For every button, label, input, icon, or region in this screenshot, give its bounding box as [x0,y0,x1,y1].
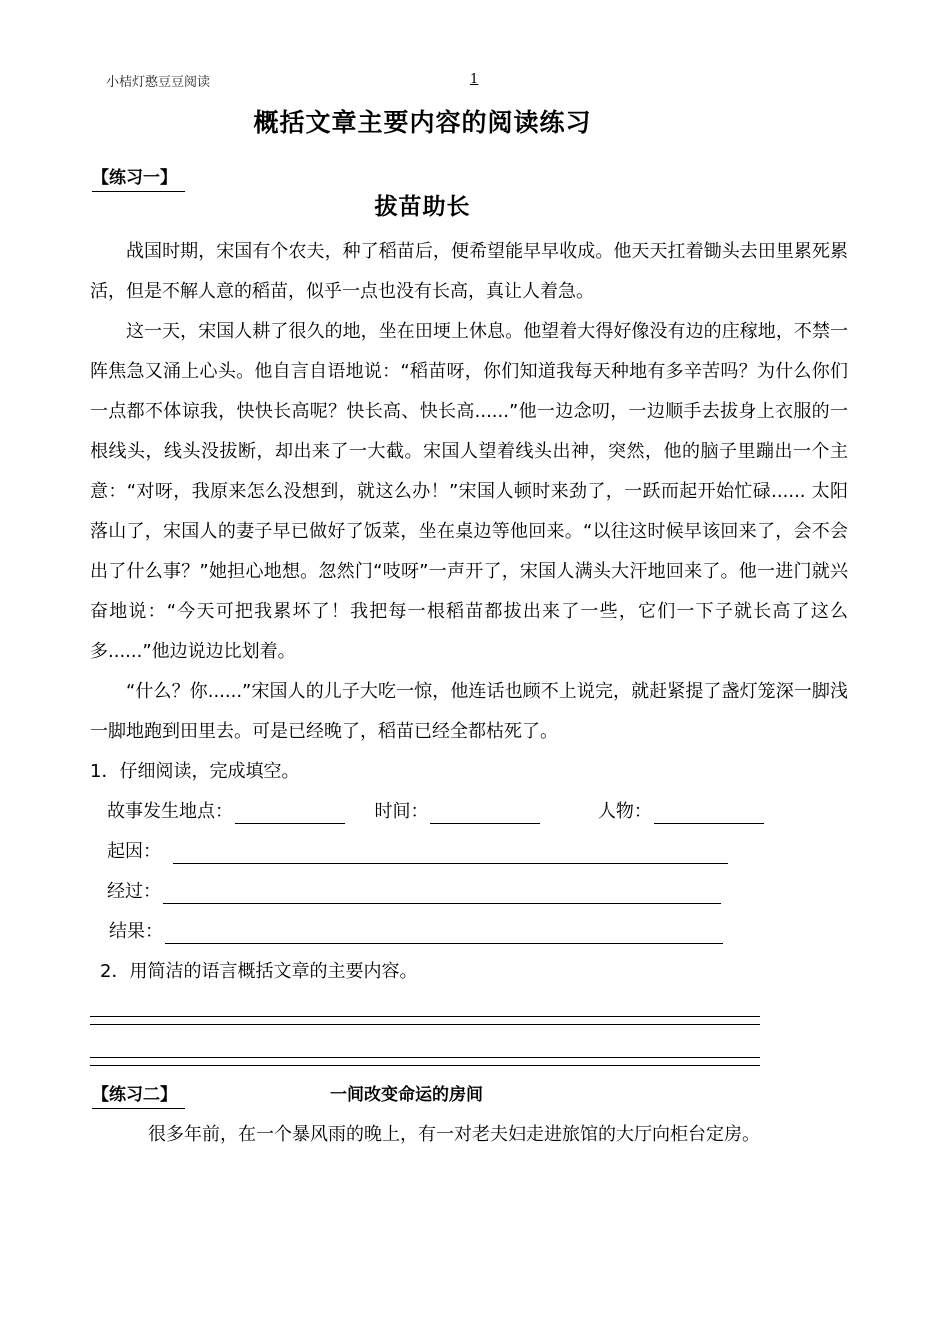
fill-row-result [109,920,723,944]
cause-blank[interactable] [173,843,728,864]
story2-title: 一间改变命运的房间 [330,1085,483,1105]
fill-row-process [107,880,721,904]
time-blank[interactable] [430,803,540,824]
cause-label: 起因： [107,841,161,862]
answer-line[interactable] [90,1016,760,1017]
process-blank[interactable] [163,883,721,904]
answer-line[interactable] [90,1024,760,1025]
story1-title: 拔苗助长 [374,194,471,220]
time-label: 时间： [374,801,429,822]
story1-paragraph: 战国时期，宋国有个农夫，种了稻苗后，便希望能早早收成。他天天扛着锄头去田里累死累活，但是不解人意的稻苗，似乎一点也没有长高，真让人着急。 [90,241,848,302]
fill-row-cause [107,840,728,864]
place-blank[interactable] [235,803,345,824]
story2-first-line: 很多年前，在一个暴风雨的晚上，有一对老夫妇走进旅馆的大厅向柜台定房。 [148,1124,760,1145]
story1-paragraph: “什么？你......”宋国人的儿子大吃一惊，他连话也顾不上说完，就赶紧提了盏灯笼深一脚浅一脚地跑到田里去。可是已经晚了，稻苗已经全都枯死了。 [90,681,848,742]
process-label: 经过： [107,881,161,902]
place-label: 故事发生地点： [107,801,233,822]
result-label: 结果： [109,921,163,942]
people-blank[interactable] [654,803,764,824]
header-left-text: 小桔灯憨豆豆阅读 [106,75,211,90]
story1-paragraph: 这一天，宋国人耕了很久的地，坐在田埂上休息。他望着大得好像没有边的庄稼地，不禁一阵焦急又涌上心头。他自言自语地说：“稻苗呀，你们知道我每天种地有多辛苦吗？为什么你们一点都不体谅我，快快长高呢？快长高、快长高......”他一边念叨，一边顺手去拔身上衣服的一根线头，线头没拔断，却出来了一大截。宋国人望着线头出神，突然，他的脑子里蹦出一个主意：“对呀，我原来怎么没想到，就这么办！”宋国人顿时来劲了，一跃而起开始忙碌...... 太阳落山了，宋国人的妻子早已做好了饭菜，坐在桌边等他回来。“以往这时候早该回来了，会不会出了什么事？”她担心地想。忽然门“吱呀”一声开了，宋国人满头大汗地回来了。他一进门就兴奋地说：“今天可把我累坏了！我把每一根稻苗都拔出来了一些，它们一下子就长高了这么多......”他边说边比划着。 [90,321,848,662]
exercise1-label: 【练习一】 [92,163,185,192]
answer-line[interactable] [90,1065,760,1066]
exercise2-label: 【练习二】 [92,1080,185,1109]
question1-prompt: 1．仔细阅读，完成填空。 [90,761,300,782]
people-label: 人物： [597,801,652,822]
answer-line[interactable] [90,1057,760,1058]
story1-body [90,232,848,752]
question2-prompt: 2．用简洁的语言概括文章的主要内容。 [100,961,418,982]
fill-row-basic [107,800,764,824]
result-blank[interactable] [165,923,723,944]
page-number: 1 [470,72,479,87]
page-title: 概括文章主要内容的阅读练习 [253,108,592,137]
